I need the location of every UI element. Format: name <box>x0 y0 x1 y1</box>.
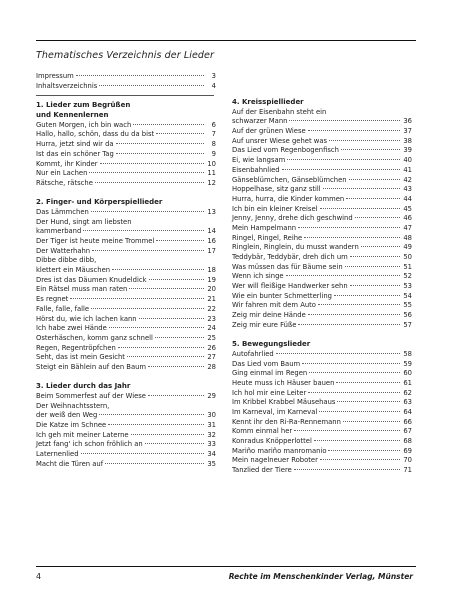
toc-entry <box>36 305 216 315</box>
toc-entry <box>232 156 412 166</box>
top-rule <box>36 40 416 41</box>
toc-entry <box>36 431 216 441</box>
dot-leader <box>350 256 400 257</box>
toc-entry <box>232 176 412 186</box>
dot-leader <box>139 318 204 319</box>
toc-entry <box>232 311 412 321</box>
bottom-rule <box>36 566 416 567</box>
entry-title: Auf der Eisenbahn steht ein <box>232 107 327 116</box>
entry-page-number: 63 <box>403 398 412 407</box>
entry-page-number: 22 <box>207 304 216 313</box>
entry-title: Der Hund, singt am liebsten <box>36 217 132 226</box>
dot-leader <box>91 308 204 309</box>
dot-leader <box>334 295 400 296</box>
entry-title: 3. Lieder durch das Jahr <box>36 382 131 391</box>
page-title: Thematisches Verzeichnis der Lieder <box>36 50 215 61</box>
dot-leader <box>282 169 400 170</box>
dot-leader <box>156 240 204 241</box>
dot-leader <box>148 366 204 367</box>
toc-entry <box>232 185 412 195</box>
section-heading <box>36 111 216 121</box>
entry-page-number: 69 <box>403 446 412 455</box>
section-heading <box>36 382 216 392</box>
entry-page-number: 14 <box>207 227 216 236</box>
entry-title: Kennt ihr den Ri-Ra-Rennemann <box>232 417 341 426</box>
dot-leader <box>155 337 204 338</box>
dot-leader <box>349 179 400 180</box>
section-spacer <box>36 189 216 199</box>
dot-leader <box>320 208 400 209</box>
toc-entry <box>36 440 216 450</box>
entry-page-number: 60 <box>403 369 412 378</box>
toc-entry <box>232 379 412 389</box>
entry-title: 4. Kreisspiellieder <box>232 98 304 106</box>
section-heading <box>36 198 216 208</box>
dot-leader <box>99 85 204 86</box>
entry-page-number: 37 <box>403 127 412 136</box>
entry-page-number: 3 <box>211 72 216 80</box>
entry-page-number: 56 <box>403 311 412 320</box>
entry-page-number: 18 <box>207 266 216 275</box>
dot-leader <box>83 230 204 231</box>
toc-entry <box>36 266 216 276</box>
toc-entry <box>36 160 216 170</box>
dot-leader <box>329 140 400 141</box>
entry-page-number: 9 <box>211 149 216 158</box>
entry-title: Autofahrlied <box>232 349 274 358</box>
toc-entry <box>232 253 412 263</box>
dot-leader <box>318 304 400 305</box>
entry-title: Ich geh mit meiner Laterne <box>36 430 129 439</box>
entry-page-number: 64 <box>403 408 412 416</box>
entry-page-number: 29 <box>207 392 216 400</box>
entry-page-number: 21 <box>207 295 216 304</box>
entry-title: Ei, wie langsam <box>232 156 286 165</box>
entry-title: Ist das ein schöner Tag <box>36 149 114 158</box>
entry-page-number: 36 <box>403 117 412 126</box>
toc-entry <box>36 247 216 257</box>
toc-entry <box>232 272 412 282</box>
toc-entry <box>36 421 216 431</box>
dot-leader <box>343 421 400 422</box>
dot-leader <box>286 275 400 276</box>
dot-leader <box>289 120 400 121</box>
toc-entry <box>36 227 216 237</box>
toc-entry <box>232 127 412 137</box>
entry-title: Ein Rätsel muss man raten <box>36 285 128 294</box>
entry-title: Mein nagelneuer Roboter <box>232 456 318 465</box>
dot-leader <box>308 130 400 131</box>
entry-page-number: 39 <box>403 146 412 155</box>
entry-page-number: 34 <box>207 450 216 459</box>
toc-entry <box>36 130 216 140</box>
entry-title: Das Lied vom Baum <box>232 359 301 368</box>
dot-leader <box>109 327 204 328</box>
entry-page-number: 16 <box>207 237 216 245</box>
dot-leader <box>100 163 204 164</box>
entry-page-number: 62 <box>403 388 412 397</box>
toc-entry <box>232 369 412 379</box>
entry-title: 1. Lieder zum Begrüßen <box>36 101 131 110</box>
entry-title: Falle, falle, falle <box>36 304 90 313</box>
dot-leader <box>118 347 204 348</box>
toc-entry <box>232 234 412 244</box>
entry-page-number: 66 <box>403 417 412 426</box>
entry-title: Zeig mir deine Hände <box>232 311 306 320</box>
toc-entry <box>36 315 216 325</box>
toc-entry <box>36 179 216 189</box>
entry-title: Konradus Knöpperlottel <box>232 437 312 446</box>
entry-page-number: 13 <box>207 207 216 216</box>
dot-leader <box>350 285 400 286</box>
dot-leader <box>105 463 204 464</box>
entry-title: Wie ein bunter Schmetterling <box>232 291 332 300</box>
dot-leader <box>337 401 400 402</box>
entry-title: 5. Bewegungslieder <box>232 340 311 349</box>
dot-leader <box>133 124 204 125</box>
dot-leader <box>304 237 400 238</box>
entry-title: Kommt, ihr Kinder <box>36 159 98 168</box>
dot-leader <box>341 149 400 150</box>
entry-page-number: 52 <box>403 272 412 281</box>
toc-entry <box>36 276 216 286</box>
toc-entry <box>36 324 216 334</box>
toc-entry <box>36 450 216 460</box>
entry-title: Jetzt fang' ich schon fröhlich an <box>36 440 143 449</box>
entry-title: Wenn ich singe <box>232 272 284 281</box>
entry-page-number: 43 <box>403 185 412 194</box>
entry-title: Teddybär, Teddybär, dreh dich um <box>232 253 348 261</box>
page-number: 4 <box>36 572 42 581</box>
toc-entry <box>36 460 216 470</box>
entry-page-number: 57 <box>403 320 412 329</box>
entry-title: Hurra, hurra, die Kinder kommen <box>232 194 345 203</box>
toc-entry <box>36 411 216 421</box>
toc-entry <box>36 150 216 160</box>
entry-title: Macht die Türen auf <box>36 459 104 468</box>
dot-leader <box>149 279 204 280</box>
dot-leader <box>294 469 400 470</box>
entry-page-number: 33 <box>207 440 216 449</box>
dot-leader <box>81 453 204 454</box>
entry-title: Hurra, jetzt sind wir da <box>36 140 114 149</box>
dot-leader <box>345 266 400 267</box>
toc-entry <box>232 427 412 437</box>
section-heading <box>232 98 412 108</box>
entry-title: Guten Morgen, ich bin wach <box>36 120 132 129</box>
toc-entry <box>36 208 216 218</box>
dot-leader <box>323 188 400 189</box>
entry-page-number: 48 <box>403 233 412 242</box>
entry-title: Laternenlied <box>36 450 79 459</box>
entry-page-number: 8 <box>211 140 216 149</box>
entry-title: Was müssen das für Bäume sein <box>232 262 343 271</box>
entry-page-number: 28 <box>207 362 216 371</box>
entry-title: Hallo, hallo, schön, dass du da bist <box>36 130 155 139</box>
toc-entry <box>232 224 412 234</box>
entry-page-number: 4 <box>211 81 216 90</box>
toc-entry-line <box>36 218 216 228</box>
toc-entry <box>232 195 412 205</box>
toc-entry <box>36 353 216 363</box>
toc-entry <box>36 237 216 247</box>
toc-entry <box>232 146 412 156</box>
toc-entry <box>36 140 216 150</box>
entry-title: Ich habe zwei Hände <box>36 324 107 333</box>
toc-entry <box>36 72 216 82</box>
toc-entry <box>36 82 216 92</box>
entry-title: Das Lied vom Regenbogenfisch <box>232 146 339 155</box>
entry-page-number: 59 <box>403 359 412 368</box>
dot-leader <box>127 356 204 357</box>
section-heading <box>36 101 216 111</box>
toc-entry <box>232 360 412 370</box>
entry-title: Der Watterhahn <box>36 246 91 255</box>
dot-leader <box>70 298 204 299</box>
toc-entry <box>36 121 216 131</box>
entry-title: Der Tiger ist heute meine Trommel <box>36 237 155 245</box>
entry-page-number: 50 <box>403 253 412 261</box>
entry-title: Ich hol mir eine Leiter <box>232 388 307 397</box>
dot-leader <box>309 372 400 373</box>
entry-title: Ich bin ein kleiner Kreisel <box>232 204 318 213</box>
entry-page-number: 71 <box>403 466 412 475</box>
entry-title: Impressum <box>36 72 74 80</box>
dot-leader <box>76 75 204 76</box>
toc-entry <box>232 321 412 331</box>
dot-leader <box>116 153 204 154</box>
dot-leader <box>116 143 204 144</box>
entry-page-number: 30 <box>207 411 216 420</box>
entry-title: Zeig mir eure Füße <box>232 320 297 329</box>
entry-page-number: 67 <box>403 427 412 436</box>
entry-page-number: 26 <box>207 343 216 352</box>
dot-leader <box>298 324 400 325</box>
dot-leader <box>298 227 400 228</box>
toc-entry <box>232 205 412 215</box>
entry-title: Jenny, Jenny, drehe dich geschwind <box>232 214 353 223</box>
entry-title: schwarzer Mann <box>232 117 288 126</box>
entry-title: Ringlein, Ringlein, du musst wandern <box>232 243 359 252</box>
dot-leader <box>91 211 204 212</box>
entry-title: Ging einmal im Regen <box>232 369 308 378</box>
entry-page-number: 31 <box>207 421 216 430</box>
dot-leader <box>308 314 400 315</box>
entry-page-number: 24 <box>207 324 216 333</box>
entry-title: Rätsche, rätsche <box>36 178 93 187</box>
entry-page-number: 68 <box>403 437 412 446</box>
dot-leader <box>89 172 204 173</box>
entry-title: und Kennenlernen <box>36 111 109 120</box>
toc-entry <box>36 295 216 305</box>
toc-entry <box>232 282 412 292</box>
entry-page-number: 42 <box>403 175 412 184</box>
section-spacer <box>232 331 412 341</box>
toc-entry-line <box>232 108 412 118</box>
entry-title: Wir fahren mit dem Auto <box>232 301 316 310</box>
entry-page-number: 11 <box>207 169 216 178</box>
entry-page-number: 32 <box>207 430 216 439</box>
dot-leader <box>112 269 204 270</box>
publisher-credit: Rechte im Menschenkinder Verlag, Münster <box>228 572 413 581</box>
dot-leader <box>95 182 204 183</box>
entry-page-number: 53 <box>403 282 412 291</box>
toc-entry <box>232 243 412 253</box>
entry-title: Es regnet <box>36 295 69 304</box>
toc-entry <box>232 398 412 408</box>
toc-entry <box>36 334 216 344</box>
entry-title: kammerband <box>36 227 82 236</box>
entry-title: Seht, das ist mein Gesicht <box>36 353 125 362</box>
toc-entry <box>232 418 412 428</box>
entry-title: 2. Finger- und Körperspiellieder <box>36 198 163 207</box>
toc-entry <box>232 117 412 127</box>
toc-entry <box>36 344 216 354</box>
entry-title: Eisenbahnlied <box>232 165 280 174</box>
toc-entry <box>232 214 412 224</box>
entry-title: Dibbe dibbe dibb, <box>36 256 97 265</box>
entry-title: der weiß den Weg <box>36 411 98 420</box>
entry-title: Osterhäschen, komm ganz schnell <box>36 333 153 342</box>
entry-title: Komm einmal her <box>232 427 293 436</box>
entry-title: Steigt ein Bählein auf den Baum <box>36 362 147 371</box>
dot-leader <box>336 382 400 383</box>
entry-page-number: 51 <box>403 262 412 271</box>
entry-title: Wer will fleißige Handwerker sehn <box>232 282 348 291</box>
entry-page-number: 25 <box>207 333 216 342</box>
entry-title: Heute muss ich Häuser bauen <box>232 378 335 387</box>
toc-entry <box>232 263 412 273</box>
toc-entry <box>36 363 216 373</box>
dot-leader <box>145 443 204 444</box>
entry-page-number: 6 <box>211 120 216 129</box>
entry-title: Tanzlied der Tiere <box>232 466 292 475</box>
entry-page-number: 55 <box>403 301 412 310</box>
entry-title: Im Kribbel Krabbel Mäusehaus <box>232 398 336 407</box>
dot-leader <box>308 392 400 393</box>
toc-entry <box>232 456 412 466</box>
dot-leader <box>320 459 400 460</box>
dot-leader <box>328 450 400 451</box>
toc-entry <box>232 166 412 176</box>
entry-title: Ringel, Ringel, Reihe <box>232 233 303 242</box>
entry-page-number: 19 <box>207 275 216 284</box>
toc-entry <box>232 301 412 311</box>
entry-page-number: 44 <box>403 194 412 203</box>
entry-title: Regen, Regentröpfchen <box>36 343 116 352</box>
dot-leader <box>92 250 204 251</box>
dot-leader <box>156 133 204 134</box>
entry-page-number: 12 <box>207 178 216 187</box>
toc-entry <box>232 389 412 399</box>
entry-page-number: 20 <box>207 285 216 294</box>
dot-leader <box>99 414 204 415</box>
toc-entry <box>232 137 412 147</box>
section-spacer <box>36 373 216 383</box>
dot-leader <box>131 434 204 435</box>
toc-entry <box>232 447 412 457</box>
toc-entry-line <box>36 402 216 412</box>
entry-title: Dres ist das Däumen Knudeldick <box>36 275 147 284</box>
toc-entry <box>36 169 216 179</box>
entry-title: Die Katze im Schnee <box>36 421 107 430</box>
dot-leader <box>319 411 400 412</box>
entry-title: Hörst du, wie ich lachen kann <box>36 314 137 323</box>
toc-left-column <box>36 72 216 470</box>
entry-title: Hoppelhase, sitz ganz still <box>232 185 321 194</box>
entry-page-number: 40 <box>403 156 412 165</box>
entry-title: klettert ein Mäuschen <box>36 266 111 275</box>
entry-page-number: 35 <box>207 459 216 468</box>
entry-title: Inhaltsverzeichnis <box>36 81 98 90</box>
entry-title: Gänseblümchen, Gänseblümchen <box>232 175 347 184</box>
entry-page-number: 7 <box>211 130 216 139</box>
entry-title: Auf der grünen Wiese <box>232 127 306 136</box>
entry-page-number: 70 <box>403 456 412 465</box>
dot-leader <box>108 424 204 425</box>
entry-page-number: 47 <box>403 223 412 232</box>
entry-title: Mein Hampelmann <box>232 223 297 232</box>
section-divider <box>36 95 214 96</box>
dot-leader <box>148 395 204 396</box>
dot-leader <box>129 288 204 289</box>
dot-leader <box>346 198 400 199</box>
section-heading <box>232 340 412 350</box>
toc-entry <box>232 350 412 360</box>
dot-leader <box>287 159 400 160</box>
entry-title: Der Weihnachtsstern, <box>36 401 110 410</box>
entry-title: Nur ein Lachen <box>36 169 88 178</box>
entry-page-number: 49 <box>403 243 412 252</box>
entry-title: Beim Sommerfest auf der Wiese <box>36 392 146 400</box>
entry-page-number: 61 <box>403 378 412 387</box>
toc-entry <box>232 292 412 302</box>
toc-entry <box>36 285 216 295</box>
entry-title: Auf unsrer Wiese gehet was <box>232 136 328 145</box>
entry-page-number: 58 <box>403 349 412 358</box>
dot-leader <box>302 363 400 364</box>
toc-entry-line <box>36 256 216 266</box>
dot-leader <box>361 246 400 247</box>
dot-leader <box>276 353 400 354</box>
entry-page-number: 45 <box>403 204 412 213</box>
entry-page-number: 17 <box>207 246 216 255</box>
dot-leader <box>314 440 400 441</box>
dot-leader <box>294 430 400 431</box>
toc-entry <box>36 392 216 402</box>
entry-page-number: 46 <box>403 214 412 223</box>
entry-page-number: 27 <box>207 353 216 362</box>
entry-page-number: 54 <box>403 291 412 300</box>
toc-right-column <box>232 98 412 476</box>
entry-page-number: 38 <box>403 136 412 145</box>
entry-title: Das Lämmchen <box>36 207 89 216</box>
toc-entry <box>232 466 412 476</box>
entry-page-number: 23 <box>207 314 216 323</box>
toc-entry <box>232 437 412 447</box>
dot-leader <box>355 217 400 218</box>
entry-title: Mariño mariño manromanio <box>232 446 327 455</box>
entry-page-number: 10 <box>207 159 216 168</box>
toc-entry <box>232 408 412 418</box>
entry-title: Im Karneval, im Karneval <box>232 408 318 416</box>
entry-page-number: 41 <box>403 165 412 174</box>
